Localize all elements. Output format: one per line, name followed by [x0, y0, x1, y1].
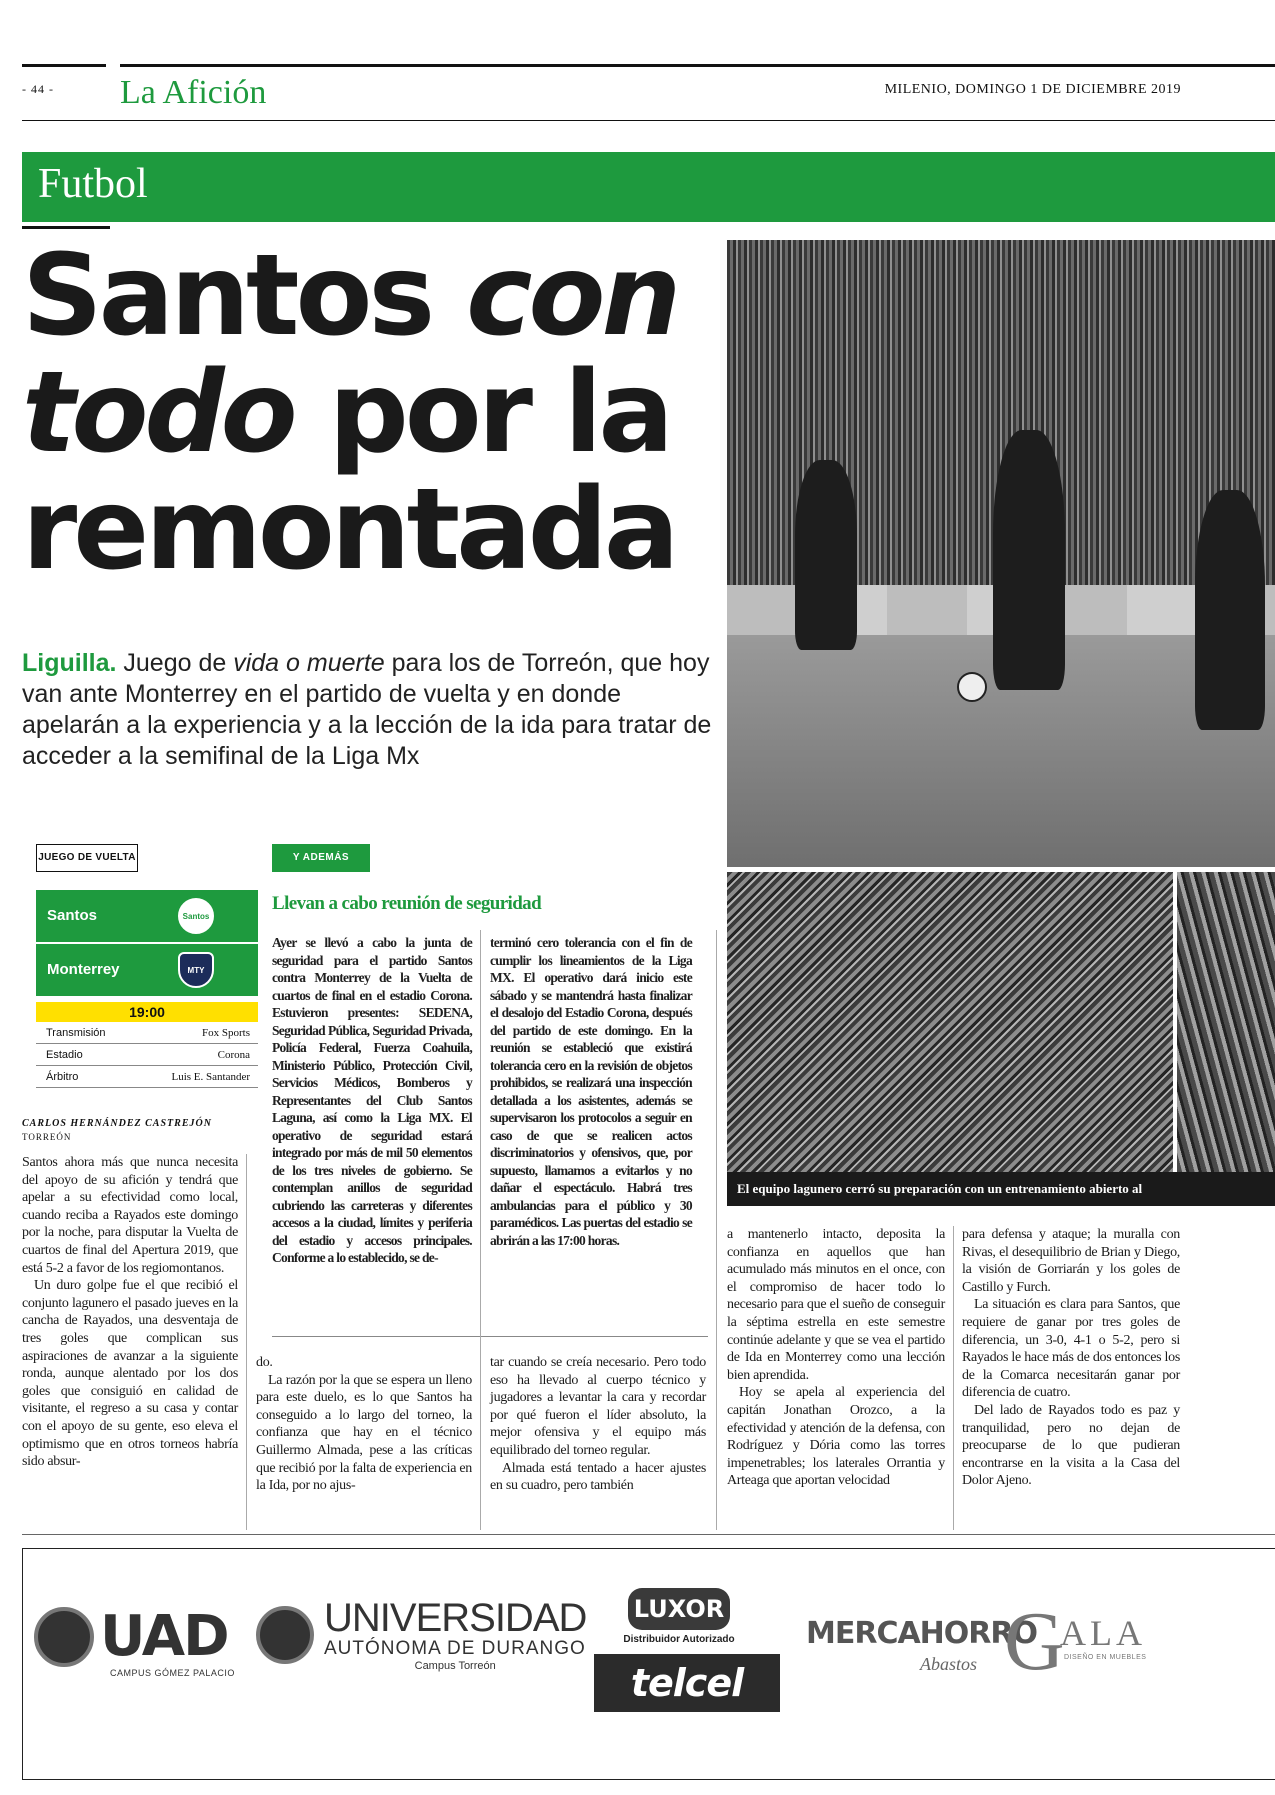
info-row [36, 1066, 258, 1088]
gala-logo[interactable]: ALA [1060, 1613, 1146, 1653]
headline-part: Santos [22, 231, 467, 361]
santos-crest-icon: Santos [178, 898, 214, 934]
column-divider [716, 930, 717, 1530]
headline-rule [22, 226, 110, 229]
match-box-tag: JUEGO DE VUELTA [36, 844, 138, 872]
article-column-3 [490, 1354, 706, 1495]
info-label: Estadio [46, 1049, 83, 1061]
info-row [36, 1022, 258, 1044]
dek-italic: vida o muerte [233, 649, 385, 677]
section-name: La Afición [120, 74, 267, 111]
headline-part: remontada [22, 465, 676, 595]
kickoff-time: 19:00 [36, 1002, 258, 1022]
page-number: - 44 - [22, 82, 54, 96]
sidebar-tag: Y ADEMÁS [272, 844, 370, 872]
dek-text: Juego de [116, 649, 234, 677]
side-photo [1177, 872, 1275, 1172]
uad-subtitle: CAMPUS GÓMEZ PALACIO [110, 1668, 235, 1678]
universidad-logo[interactable] [256, 1598, 586, 1672]
article-column-1 [22, 1154, 238, 1471]
column-divider [953, 1226, 954, 1530]
dek [22, 648, 722, 772]
home-team-name: Santos [47, 907, 98, 924]
photo-caption [727, 1172, 1275, 1206]
paragraph: do. [256, 1355, 273, 1370]
paragraph: La situación es clara para Santos, que requiere de ganar por tres goles de diferencia, un 3-0, 4-1 o 5-2, pero si Rayados le hace más de dos entonces los de la Comarca necesitarán ganar por diferencia de cuatro. [962, 1297, 1180, 1401]
ball-icon [957, 672, 987, 702]
sidebar-column-1: Ayer se llevó a cabo la junta de seguridad para el partido Santos contra Monterrey de la Vuelta de cuartos de final en el estadio Corona. Estuvieron presentes: SEDENA, Seguridad Pública, Seguridad Privada, Policía Federal, Fuerza Coahuila, Ministerio Público, Protección Civil, Servicios Médicos, Bomberos y Representantes del Club Santos Laguna, así como la Liga MX. El operativo de seguridad estará integrado por más de mil 50 elementos de los tres niveles de gobierno. Se contemplan anillos de seguridad cubriendo las carreteras y diferentes accesos a la ciudad, límites y periferia del estadio y accesos principales. Conforme a lo establecido, se de- [272, 935, 472, 1265]
paragraph: para defensa y ataque; la muralla con Rivas, el desequilibrio de Brian y Diego, la visión de Gorriarán y los goles de Castillo y Furch. [962, 1227, 1180, 1295]
paragraph: Un duro golpe fue el que recibió el conjunto lagunero el pasado jueves en la cancha de Rayados, una desventaja de tres goles que complican sus aspiraciones de avanzar a la siguiente ronda, aunque alentado por los dos goles que consiguió en calidad de visitante, el regreso a su casa y contar con el apoyo de su gente, eso eleva el optimismo que en otros torneos habría sido absur- [22, 1278, 238, 1470]
dek-text: para los de Torreón, que hoy van ante Monterrey en el partido de vuelta y en donde apelarán a la experiencia y a la lección de la ida para tratar de acceder a la semifinal de la Liga Mx [22, 649, 712, 770]
headline-part: por la [293, 348, 670, 478]
column-divider [480, 930, 481, 1530]
telcel-logo[interactable]: telcel [594, 1654, 780, 1712]
player-silhouette [795, 460, 857, 650]
monterrey-crest-icon: MTY [178, 952, 214, 988]
away-team-name: Monterrey [47, 961, 120, 978]
sidebar-column-2: terminó cero tolerancia con el fin de cumplir los lineamientos de la Liga MX. El operativo dará inicio este sábado y se mantendrá hasta finalizar el desalojo del Estadio Corona, después del partido de este domingo. En la reunión se estableció que existirá tolerancia cero en la revisión de objetos prohibidos, se realizará una inspección detallada a los asistentes, además se supervisaron los protocolos a seguir en caso de que se realicen actos discriminatorios y ofensivos, que, por supuesto, llamamos a evitarlos y no dañar el espectáculo. Habrá tres ambulancias para el público y 30 paramédicos. Las puertas del estadio se abrirán a las 17:00 horas. [490, 935, 692, 1248]
info-value: Corona [217, 1049, 250, 1061]
byline-location: TORREÓN [22, 1132, 72, 1142]
photo-caption-text: El equipo lagunero cerró su preparación con un entrenamiento abierto al [737, 1181, 1143, 1196]
info-row [36, 1044, 258, 1066]
paragraph: Hoy se apela al experiencia del capitán Jonathan Orozco, a la efectividad y atención de la defensa, con Rodríguez y Dória como las torres impenetrables; los laterales Orrantia y Arteaga que aportan velocidad [727, 1385, 945, 1489]
universidad-wordmark: UNIVERSIDAD [324, 1596, 587, 1640]
paragraph: Santos ahora más que nunca necesita del apoyo de su afición y tendrá que apelar a su efectividad como local, cuando reciba a Rayados este domingo por la noche, para disputar la Vuelta de cuartos de final del Apertura 2019, que está 5-2 a favor de los regiomontanos. [22, 1155, 238, 1276]
column-divider [246, 1154, 247, 1530]
main-photo [727, 240, 1275, 867]
uad-wordmark: UAD [100, 1604, 228, 1669]
section-band-label: Futbol [38, 161, 148, 207]
paragraph: a mantenerlo intacto, deposita la confianza en aquellos que han acumulado más minutos en el once, con el compromiso de hacer todo lo necesario para que el sueño de conseguir la séptima estrella en este semestre continúe adelante y que se vea el partido de Ida en Monterrey como una lección bien aprendida. [727, 1227, 945, 1383]
header-rule [22, 120, 1275, 121]
luxor-subtitle: Distribuidor Autorizado [623, 1634, 735, 1645]
headline-italic: todo [22, 348, 294, 478]
uad-logo[interactable] [34, 1604, 228, 1669]
gala-logo-g[interactable]: G [1004, 1595, 1065, 1688]
info-label: Árbitro [46, 1071, 79, 1083]
article-column-4 [727, 1226, 945, 1490]
sidebar-rule [272, 1336, 708, 1337]
info-value: Fox Sports [202, 1027, 250, 1039]
article-column-2 [256, 1354, 472, 1495]
crowd-photo [727, 872, 1173, 1172]
wolf-emblem-icon [256, 1606, 314, 1664]
player-silhouette [1195, 490, 1265, 730]
sidebar-headline: Llevan a cabo reunión de seguridad [272, 893, 542, 914]
byline-author: CARLOS HERNÁNDEZ CASTREJÓN [22, 1118, 212, 1129]
mercahorro-logo[interactable]: MERCAHORRO [806, 1616, 1037, 1651]
dek-kicker: Liguilla. [22, 649, 117, 677]
match-box [36, 890, 258, 1088]
home-team-row [36, 890, 258, 942]
headline [22, 231, 722, 595]
info-value: Luis E. Santander [171, 1071, 250, 1083]
headline-italic: con [466, 231, 678, 361]
dateline: MILENIO, DOMINGO 1 DE DICIEMBRE 2019 [884, 82, 1181, 97]
info-label: Transmisión [46, 1027, 106, 1039]
player-silhouette [993, 430, 1065, 690]
paragraph: Almada está tentado a hacer ajustes en su cuadro, pero también [490, 1460, 706, 1494]
gala-subtitle: DISEÑO EN MUEBLES [1064, 1654, 1147, 1661]
paragraph: La razón por la que se espera un lleno para este duelo, es lo que Santos ha conseguido a lo largo del torneo, la confianza que hay en el técnico Guillermo Almada, pese a las críticas que recibió por la falta de experiencia en la Ida, por no ajus- [256, 1372, 472, 1494]
article-column-5 [962, 1226, 1180, 1490]
universidad-subtitle: AUTÓNOMA DE DURANGO [324, 1638, 586, 1659]
luxor-logo[interactable]: LUXOR [628, 1588, 730, 1630]
away-team-row [36, 944, 258, 996]
masthead [22, 64, 1275, 120]
mercahorro-subtitle: Abastos [920, 1654, 978, 1674]
wolf-emblem-icon [34, 1607, 94, 1667]
section-band [22, 152, 1275, 222]
bottom-rule [22, 1534, 1275, 1535]
paragraph: tar cuando se creía necesario. Pero todo eso ha llevado al cuerpo técnico y jugadores a levantar la cara y recordar por qué fueron el líder absoluto, la mejor ofensiva y el equipo más equilibrado del torneo regular. [490, 1355, 706, 1458]
paragraph: Del lado de Rayados todo es paz y tranquilidad, pero no dejan de preocuparse de lo que pudieran encontrarse en la visita a la Casa del Dolor Ajeno. [962, 1402, 1180, 1489]
universidad-campus: Campus Torreón [414, 1660, 496, 1672]
